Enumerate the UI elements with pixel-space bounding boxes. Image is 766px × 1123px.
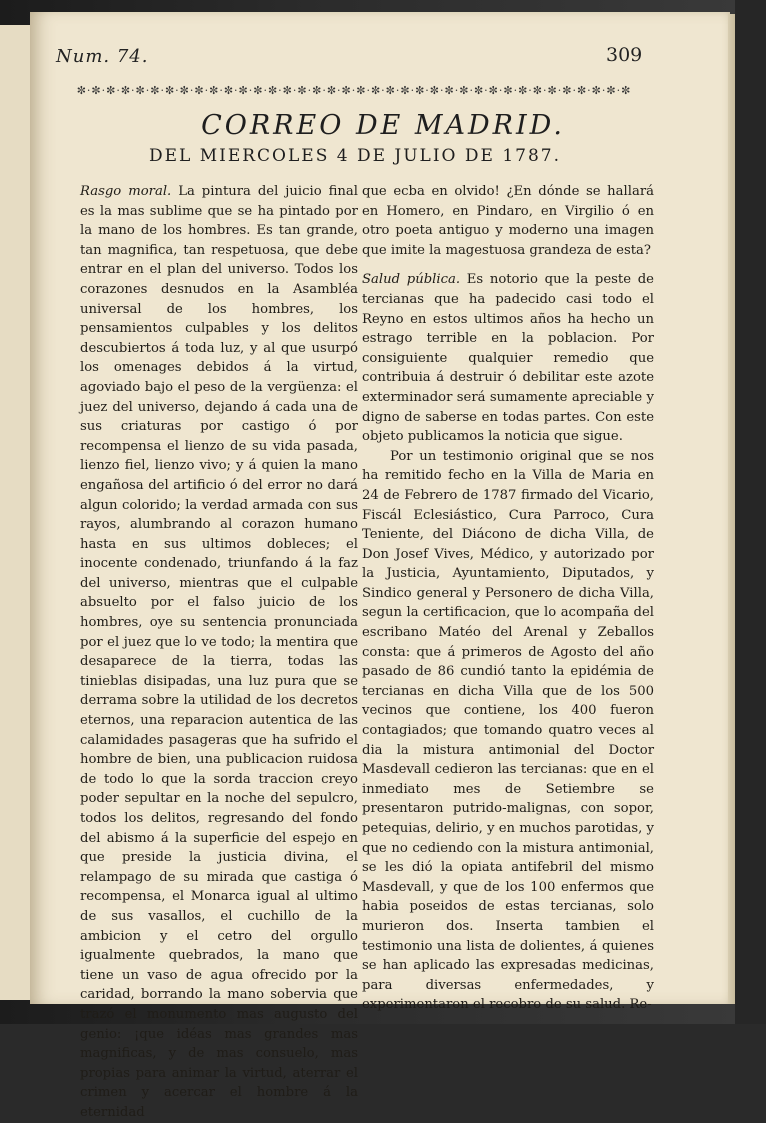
page-number: 309 (606, 44, 643, 66)
previous-page-edge (0, 25, 31, 1000)
article-rubric: Rasgo moral. (80, 184, 172, 199)
article-moral-continuation: que ecba en olvido! ¿En dónde se hallará en Homero, en Pindaro, en Virgilio ó en otro poeta antiguo y moderno una imagen que imite la magestuosa grandeza de esta? (362, 184, 654, 258)
newspaper-title: CORREO DE MADRID. (201, 110, 565, 141)
article-body: La pintura del juicio final es la mas sublime que se ha pintado por la mano de los hombres. Es tan grande, tan magnifica, tan respetuosa, que debe entrar en el plan del universo. Todos los corazones desnudos en la Asambléa universal de los hombres, los pensamientos culpables y los delitos descubiertos á toda luz, y al que usurpó los omenages debidos á la virtud, agoviado bajo el peso de la vergüenza: el juez del universo, dejando á cada una de sus criaturas por castigo ó por recompensa el lienzo de su vida pasada, lienzo fiel, lienzo vivo; y á quien la mano engañosa del artificio ó del error no dará algun colorido; la verdad armada con sus rayos, alumbrando al corazon humano hasta en sus ultimos dobleces; el inocente condenado, triunfando á la faz del universo, mientras que el culpable absuelto por el falso juicio de los hombres, oye su sentencia pronunciada por el juez que lo ve todo; la mentira que desaparece de la tierra, todas las tinieblas disipadas, una luz pura que se derrama sobre la utilidad de los decretos eternos, una reparacion autentica de las calamidades pasageras que ha sufrido el hombre de bien, una publicacion ruidosa de todo lo que la sorda traccion creyo poder sepultar en la noche del sepulcro, todos los delitos, regresando del fondo del abismo á la superficie del espejo en que preside la justicia divina, el relampago de su mirada que castiga ó recompensa, el Monarca igual al ultimo de sus vasallos, el cuchillo de la ambicion y el cetro del orgullo igualmente quebrados, la mano que tiene un vaso de agua ofrecido por la caridad, borrando la mano sobervia que trazó el monumento mas augusto del genio: ¡que idéas mas grandes mas magnificas, y de mas consuelo, mas propias para animar la virtud, aterrar el crimen y acercar el hombre á la eternidad (80, 184, 358, 1120)
article-moral-paragraph (80, 182, 358, 1123)
issue-number: Num. 74. (56, 46, 149, 67)
right-column (362, 182, 654, 1015)
left-column (80, 182, 358, 1123)
article-health-paragraph-2: Por un testimonio original que se nos ha remitido fecho en la Villa de Maria en 24 de Febrero de 1787 firmado del Vicario, Fiscál Eclesiástico, Cura Parroco, Cura Teniente, del Diácono de dicha Villa, de Don Josef Vives, Médico, y autorizado por la Justicia, Ayuntamiento, Diputados, y Sindico general y Personero de dicha Villa, segun la certificacion, que lo acompaña del escribano Matéo del Arenal y Zeballos consta: que á primeros de Agosto del año pasado de 86 cundió tanto la epidémia de tercianas en dicha Villa que de los 500 vecinos que contiene, los 400 fueron contagiados; que tomando quatro veces al dia la mistura antimonial del Doctor Masdevall cedieron las tercianas: que en el inmediato mes de Setiembre se presentaron putrido-malignas, con sopor, petequias, delirio, y en muchos parotidas, y que no cediendo con la mistura antimonial, se les dió la opiata antifebril del mismo Masdevall, y que de los 100 enfermos que habia poseidos de estas tercianas, solo murieron dos. Inserta tambien el testimonio una lista de dolientes, á quienes se han aplicado las expresadas medicinas, para diversas enfermedades, y experimentaron el recobro de su salud. Re- (362, 448, 654, 1013)
ornamental-rule: ✼·✼·✼·✼·✼·✼·✼·✼·✼·✼·✼·✼·✼·✼·✼·✼·✼·✼·✼·✼·✼·✼·✼·✼·✼·✼·✼·✼·✼·✼·✼·✼·✼·✼·✼·✼·✼·✼ (76, 84, 632, 97)
article-rubric: Salud pública. (362, 272, 461, 288)
dateline: DEL MIERCOLES 4 DE JULIO DE 1787. (148, 146, 562, 166)
binding-shadow (735, 0, 766, 1024)
article-health-paragraph (362, 270, 654, 446)
article-body: Es notorio que la peste de tercianas que ha padecido casi todo el Reyno en estos ultimos años ha hecho un estrago terrible en la poblacion. Por consiguiente qualquier remedio que contribuia á destruir ó debilitar este azote exterminador será sumamente apreciable y digno de saberse en todas partes. Con este objeto publicamos la noticia que sigue. (362, 272, 654, 445)
